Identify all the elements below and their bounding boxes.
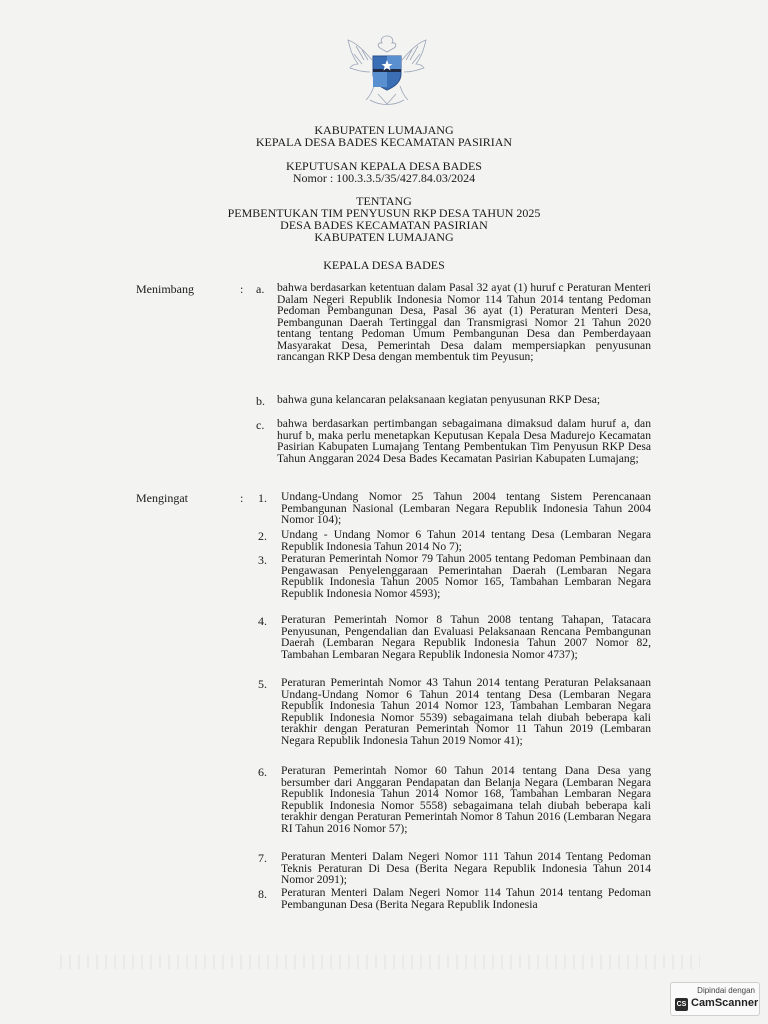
mengingat-colon: : <box>240 491 244 505</box>
mengingat-marker-5: 5. <box>258 677 267 691</box>
mengingat-marker-4: 4. <box>258 614 267 628</box>
mengingat-item-8: Peraturan Menteri Dalam Negeri Nomor 114 Tahun 2014 tentang Pedoman Pembangunan Desa (Berita Negara Republik Indonesia <box>281 886 651 911</box>
menimbang-item-b: bahwa guna kelancaran pelaksanaan kegiatan penyusunan RKP Desa; <box>277 393 601 406</box>
decree-block <box>0 160 768 184</box>
menimbang-item-c: bahwa berdasarkan pertimbangan sebagaimana dimaksud dalam huruf a, dan huruf b, maka perlu menetapkan Keputusan Kepala Desa Madurejo Kecamatan Pasirian Kabupaten Lumajang Tentang Pembentukan Tim Penyusun RKP Desa Tahun Anggaran 2024 Desa Bades Kecamatan Pasirian Kabupaten Lumajang; <box>277 417 651 465</box>
subject-line-2: DESA BADES KECAMATAN PASIRIAN <box>280 218 488 232</box>
mengingat-marker-1: 1. <box>258 491 267 505</box>
subject-line-1: PEMBENTUKAN TIM PENYUSUN RKP DESA TAHUN 2025 <box>227 206 541 220</box>
scanner-caption: Dipindai dengan <box>697 986 755 995</box>
official-title: KEPALA DESA BADES <box>323 258 445 272</box>
kabupaten-title: KABUPATEN LUMAJANG <box>314 123 454 137</box>
mengingat-marker-2: 2. <box>258 529 267 543</box>
mengingat-item-5: Peraturan Pemerintah Nomor 43 Tahun 2014 tentang Peraturan Pelaksanaan Undang-Undang Nomor 6 Tahun 2014 tentang Desa (Lembaran Negara Republik Indonesia Tahun 2014 Nomor 123, Tambahan Lembaran Negara Republik Indonesia Nomor 5539) sebagaimana telah diubah beberapa kali terakhir dengan Peraturan Pemerintah Nomor 11 Tahun 2019 (Lembaran Negara Republik Indonesia Tahun 2019 Nomor 41); <box>281 676 651 747</box>
decree-title: KEPUTUSAN KEPALA DESA BADES <box>286 159 482 173</box>
mengingat-item-6: Peraturan Pemerintah Nomor 60 Tahun 2014 tentang Dana Desa yang bersumber dari Anggaran Pendapatan dan Belanja Negara (Lembaran Negara Republik Indonesia Tahun 2014 Nomor 168, Tambahan Lembaran Negara Republik Indonesia Nomor 5558) sebagaimana telah diubah beberapa kali terakhir dengan Peraturan Pemerintah Nomor 8 Tahun 2016 (Lembaran Negara RI Tahun 2016 Nomor 57); <box>281 764 651 835</box>
mengingat-item-2: Undang - Undang Nomor 6 Tahun 2014 tentang Desa (Lembaran Negara Republik Indonesia Tahun 2014 No 7); <box>281 528 651 553</box>
decree-number: Nomor : 100.3.3.5/35/427.84.03/2024 <box>292 171 476 185</box>
scan-noise <box>60 955 700 969</box>
mengingat-marker-8: 8. <box>258 887 267 901</box>
camscanner-badge <box>670 982 760 1016</box>
mengingat-label: Mengingat <box>136 491 188 505</box>
mengingat-item-7: Peraturan Menteri Dalam Negeri Nomor 111 Tahun 2014 Tentang Pedoman Teknis Peraturan Di Desa (Berita Negara Republik Indonesia Tahun 2014 Nomor 2091); <box>281 850 651 886</box>
mengingat-item-1: Undang-Undang Nomor 25 Tahun 2004 tentang Sistem Perencanaan Pembangunan Nasional (Lembaran Negara Republik Indonesia Tahun 2004 Nomor 104); <box>281 490 651 526</box>
mengingat-item-4: Peraturan Pemerintah Nomor 8 Tahun 2008 tentang Tahapan, Tatacara Penyusunan, Pengendalian dan Evaluasi Pelaksanaan Rencana Pembangunan Daerah (Lembaran Negara Republik Indonesia Tahun 2007 Nomor 82, Tambahan Lembaran Negara Republik Indonesia Nomor 4737); <box>281 613 651 661</box>
kepala-desa-title: KEPALA DESA BADES KECAMATAN PASIRIAN <box>255 135 513 149</box>
header-block <box>0 124 768 148</box>
subject-block <box>0 195 768 243</box>
mengingat-marker-3: 3. <box>258 553 267 567</box>
menimbang-label: Menimbang <box>136 282 194 296</box>
mengingat-marker-7: 7. <box>258 851 267 865</box>
subject-line-3: KABUPATEN LUMAJANG <box>314 230 454 244</box>
mengingat-item-3: Peraturan Pemerintah Nomor 79 Tahun 2005 tentang Pedoman Pembinaan dan Pengawasan Penyelenggaraan Pemerintahan Daerah (Lembaran Negara Republik Indonesia Tahun 2005 Nomor 165, Tambahan Lembaran Negara Republik Indonesia Nomor 4593); <box>281 552 651 600</box>
camscanner-logo-icon: CS <box>675 998 688 1011</box>
menimbang-marker-c: c. <box>256 418 265 432</box>
menimbang-marker-b: b. <box>256 394 265 408</box>
menimbang-marker-a: a. <box>256 282 265 296</box>
menimbang-item-a: bahwa berdasarkan ketentuan dalam Pasal 32 ayat (1) huruf c Peraturan Menteri Dalam Negeri Republik Indonesia Nomor 114 Tahun 2014 tentang Pedoman Pedoman Pembangunan Desa, Pasal 36 ayat (1) Peraturan Menteri Desa, Pembangunan Daerah Tertinggal dan Transmigrasi Nomor 21 Tahun 2020 tentang tentang Pedoman Umum Pembangunan Desa dan Pemberdayaan Masyarakat Desa, Pemerintah Desa dalam mempersiapkan penyusunan rancangan RKP Desa dengan membentuk tim Peyusun; <box>277 281 651 363</box>
scanner-name: CamScanner <box>691 997 759 1009</box>
menimbang-colon: : <box>240 282 244 296</box>
mengingat-marker-6: 6. <box>258 765 267 779</box>
garuda-emblem-icon <box>342 30 432 110</box>
subject-heading: TENTANG <box>356 194 412 208</box>
